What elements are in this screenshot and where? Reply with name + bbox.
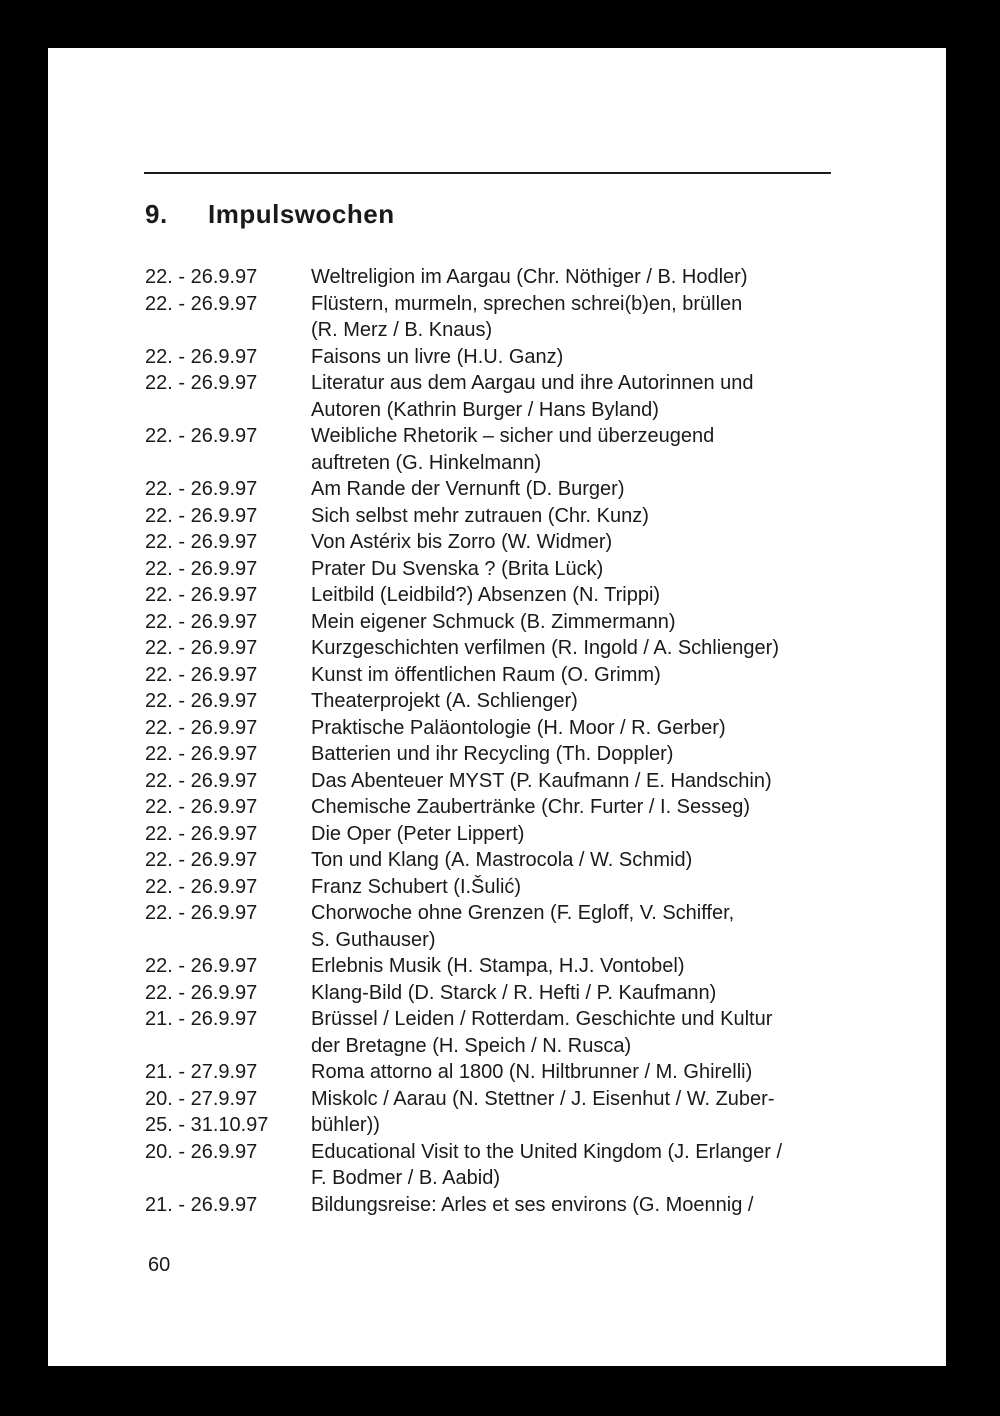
list-item <box>145 900 885 953</box>
entry-title-line: Mein eigener Schmuck (B. Zimmermann) <box>311 610 676 633</box>
entry-title <box>311 291 885 344</box>
entry-title <box>311 370 885 423</box>
entry-title-line: Franz Schubert (I.Šulić) <box>311 875 522 898</box>
section-number: 9. <box>145 199 168 229</box>
list-item <box>145 529 885 556</box>
entry-date: 20. - 27.9.97 <box>145 1087 258 1110</box>
list-item <box>145 370 885 423</box>
list-item <box>145 1139 885 1192</box>
entry-title <box>311 953 885 980</box>
entry-title-line: der Bretagne (H. Speich / N. Rusca) <box>311 1034 632 1057</box>
entry-title-line: Theaterprojekt (A. Schlienger) <box>311 690 578 712</box>
list-item <box>145 423 885 476</box>
entry-title <box>311 476 885 503</box>
entry-title <box>311 529 885 556</box>
entry-title <box>311 874 885 901</box>
entry-title <box>311 1139 885 1192</box>
entry-title-line: Am Rande der Vernunft (D. Burger) <box>311 478 625 500</box>
entry-title <box>311 635 885 662</box>
entry-title <box>311 980 885 1007</box>
entry-title-line: Brüssel / Leiden / Rotterdam. Geschichte und Kultur <box>311 1008 773 1030</box>
list-item <box>145 980 885 1007</box>
entry-title-line: Autoren (Kathrin Burger / Hans Byland) <box>311 398 659 421</box>
entry-date: 22. - 26.9.97 <box>145 292 258 315</box>
entry-date: 22. - 26.9.97 <box>145 345 258 368</box>
entry-title <box>311 794 885 821</box>
list-item <box>145 1006 885 1059</box>
entry-date: 22. - 26.9.97 <box>145 584 258 606</box>
entry-title <box>311 768 885 795</box>
entry-title-line: Das Abenteuer MYST (P. Kaufmann / E. Handschin) <box>311 769 772 792</box>
entry-date: 22. - 26.9.97 <box>145 372 258 394</box>
entry-title-line: Prater Du Svenska ? (Brita Lück) <box>311 557 604 580</box>
entry-date: 22. - 26.9.97 <box>145 743 258 765</box>
top-rule <box>144 172 831 174</box>
entry-title-line: Flüstern, murmeln, sprechen schrei(b)en, brüllen <box>311 292 743 315</box>
entry-date: 22. - 26.9.97 <box>145 981 258 1004</box>
entry-title <box>311 609 885 636</box>
entry-title-line: (R. Merz / B. Knaus) <box>311 319 493 341</box>
entry-date: 22. - 26.9.97 <box>145 663 258 686</box>
entry-date: 22. - 26.9.97 <box>145 716 258 739</box>
entry-date: 20. - 26.9.97 <box>145 1140 258 1163</box>
entry-title <box>311 1059 885 1086</box>
list-item <box>145 874 885 901</box>
entry-date: 22. - 26.9.97 <box>145 955 258 977</box>
entry-title-line: Chemische Zaubertränke (Chr. Furter / I. Sesseg) <box>311 796 751 818</box>
list-item <box>145 768 885 795</box>
entry-date: 22. - 26.9.97 <box>145 425 258 447</box>
entry-title <box>311 1192 885 1219</box>
page-number: 60 <box>148 1254 171 1276</box>
list-item <box>145 688 885 715</box>
entry-title <box>311 688 885 715</box>
entry-title-line: Praktische Paläontologie (H. Moor / R. Gerber) <box>311 716 726 739</box>
list-item <box>145 264 885 291</box>
entry-title-line: Die Oper (Peter Lippert) <box>311 822 525 845</box>
entry-date: 22. - 26.9.97 <box>145 504 258 527</box>
list-item <box>145 847 885 874</box>
list-item <box>145 715 885 742</box>
entry-date: 22. - 26.9.97 <box>145 531 258 553</box>
entry-title <box>311 847 885 874</box>
list-item <box>145 1059 885 1086</box>
entry-title-line: F. Bodmer / B. Aabid) <box>311 1167 500 1189</box>
entry-date: 22. - 26.9.97 <box>145 822 258 845</box>
list-item <box>145 821 885 848</box>
entry-title-line: Bildungsreise: Arles et ses environs (G. Moennig / <box>311 1193 754 1216</box>
entry-title <box>311 582 885 609</box>
list-item <box>145 741 885 768</box>
entry-title-line: Educational Visit to the United Kingdom (J. Erlanger / <box>311 1140 782 1163</box>
entry-title-line: Kunst im öffentlichen Raum (O. Grimm) <box>311 663 661 686</box>
entry-title <box>311 1006 885 1059</box>
entry-title <box>311 821 885 848</box>
list-item <box>145 291 885 344</box>
entry-list <box>145 264 885 1218</box>
list-item <box>145 476 885 503</box>
entry-date: 22. - 26.9.97 <box>145 875 258 898</box>
entry-title-line: Chorwoche ohne Grenzen (F. Egloff, V. Schiffer, <box>311 902 735 924</box>
entry-date: 22. - 26.9.97 <box>145 690 258 712</box>
entry-title <box>311 1112 885 1139</box>
list-item <box>145 609 885 636</box>
entry-title-line: Erlebnis Musik (H. Stampa, H.J. Vontobel) <box>311 955 685 977</box>
entry-title <box>311 662 885 689</box>
entry-title-line: S. Guthauser) <box>311 928 436 951</box>
list-item <box>145 794 885 821</box>
entry-title <box>311 715 885 742</box>
entry-date: 22. - 26.9.97 <box>145 769 258 792</box>
list-item <box>145 503 885 530</box>
entry-title <box>311 900 885 953</box>
section-title: Impulswochen <box>208 199 395 229</box>
list-item <box>145 953 885 980</box>
list-item <box>145 635 885 662</box>
entry-title <box>311 344 885 371</box>
entry-title-line: Literatur aus dem Aargau und ihre Autorinnen und <box>311 372 754 394</box>
entry-date: 21. - 27.9.97 <box>145 1061 258 1083</box>
entry-title-line: Weltreligion im Aargau (Chr. Nöthiger / B. Hodler) <box>311 266 748 288</box>
list-item <box>145 1192 885 1219</box>
entry-title <box>311 423 885 476</box>
entry-date: 22. - 26.9.97 <box>145 478 258 500</box>
entry-title <box>311 503 885 530</box>
entry-title <box>311 1086 885 1113</box>
entry-title-line: Roma attorno al 1800 (N. Hiltbrunner / M. Ghirelli) <box>311 1061 753 1083</box>
entry-date: 22. - 26.9.97 <box>145 610 258 633</box>
entry-title <box>311 741 885 768</box>
list-item <box>145 344 885 371</box>
entry-title-line: Sich selbst mehr zutrauen (Chr. Kunz) <box>311 504 649 527</box>
entry-date: 22. - 26.9.97 <box>145 849 258 871</box>
entry-title-line: Von Astérix bis Zorro (W. Widmer) <box>311 531 613 553</box>
entry-title-line: Miskolc / Aarau (N. Stettner / J. Eisenhut / W. Zuber- <box>311 1087 775 1110</box>
entry-date: 22. - 26.9.97 <box>145 796 258 818</box>
entry-title-line: Ton und Klang (A. Mastrocola / W. Schmid) <box>311 849 693 871</box>
entry-date: 25. - 31.10.97 <box>145 1114 269 1136</box>
list-item <box>145 582 885 609</box>
entry-title-line: Faisons un livre (H.U. Ganz) <box>311 345 564 368</box>
list-item <box>145 1086 885 1113</box>
document-page <box>48 48 946 1366</box>
entry-date: 22. - 26.9.97 <box>145 902 258 924</box>
list-item <box>145 662 885 689</box>
entry-title-line: Weibliche Rhetorik – sicher und überzeugend <box>311 425 715 447</box>
entry-title <box>311 556 885 583</box>
entry-date: 22. - 26.9.97 <box>145 266 258 288</box>
entry-date: 22. - 26.9.97 <box>145 637 258 659</box>
entry-date: 21. - 26.9.97 <box>145 1008 258 1030</box>
entry-title-line: Klang-Bild (D. Starck / R. Hefti / P. Kaufmann) <box>311 981 717 1004</box>
section-heading <box>145 199 395 230</box>
list-item <box>145 556 885 583</box>
entry-title-line: Kurzgeschichten verfilmen (R. Ingold / A. Schlienger) <box>311 637 779 659</box>
list-item <box>145 1112 885 1139</box>
entry-title-line: bühler)) <box>311 1114 380 1136</box>
entry-date: 21. - 26.9.97 <box>145 1193 258 1216</box>
entry-title <box>311 264 885 291</box>
entry-title-line: Batterien und ihr Recycling (Th. Doppler) <box>311 743 674 765</box>
entry-title-line: Leitbild (Leidbild?) Absenzen (N. Trippi) <box>311 584 661 606</box>
entry-date: 22. - 26.9.97 <box>145 557 258 580</box>
entry-title-line: auftreten (G. Hinkelmann) <box>311 451 542 474</box>
